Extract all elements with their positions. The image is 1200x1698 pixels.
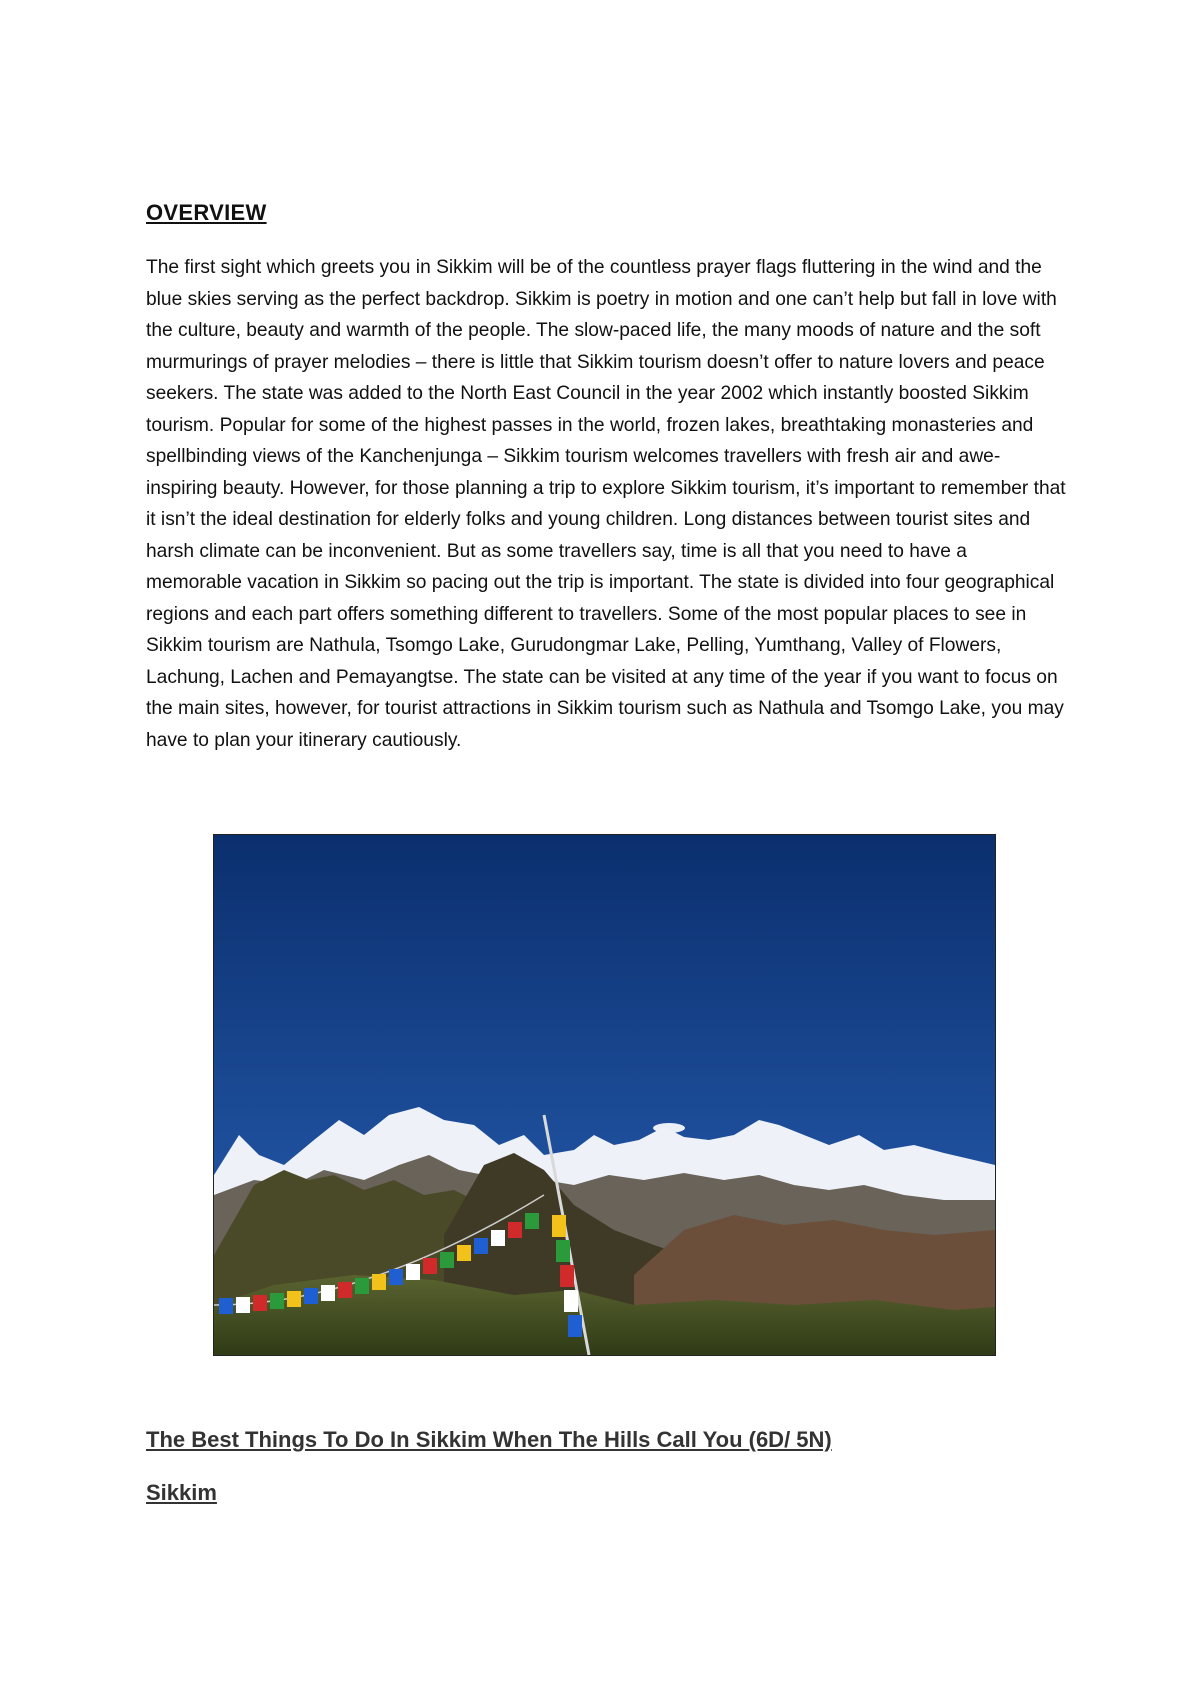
overview-paragraph: The first sight which greets you in Sikkim will be of the countless prayer flags fluttering in the wind and the blue skies serving as the perfect backdrop. Sikkim is poetry in motion and one can’t help but fall in love with the culture, beauty and warmth of the people. The slow-paced life, the many moods of nature and the soft murmurings of prayer melodies – there is little that Sikkim tourism doesn’t offer to nature lovers and peace seekers. The state was added to the North East Council in the year 2002 which instantly boosted Sikkim tourism. Popular for some of the highest passes in the world, frozen lakes, breathtaking monasteries and spellbinding views of the Kanchenjunga – Sikkim tourism welcomes travellers with fresh air and awe-inspiring beauty. However, for those planning a trip to explore Sikkim tourism, it’s important to remember that it isn’t the ideal destination for elderly folks and young children. Long distances between tourist sites and harsh climate can be inconvenient. But as some travellers say, time is all that you need to have a memorable vacation in Sikkim so pacing out the trip is important. The state is divided into four geographical regions and each part offers something different to travellers. Some of the most popular places to see in Sikkim tourism are Nathula, Tsomgo Lake, Gurudongmar Lake, Pelling, Yumthang, Valley of Flowers, Lachung, Lachen and Pemayangtse. The state can be visited at any time of the year if you want to focus on the main sites, however, for tourist attractions in Sikkim tourism such as Nathula and Tsomgo Lake, you may have to plan your itinerary cautiously. <box>146 257 1066 751</box>
overview-heading: OVERVIEW <box>146 200 267 225</box>
destination-heading: Sikkim <box>146 1480 217 1505</box>
trip-heading: The Best Things To Do In Sikkim When The Hills Call You (6D/ 5N) <box>146 1427 832 1452</box>
mountain-photo-illustration <box>214 835 995 1355</box>
mountain-photo <box>213 834 996 1356</box>
